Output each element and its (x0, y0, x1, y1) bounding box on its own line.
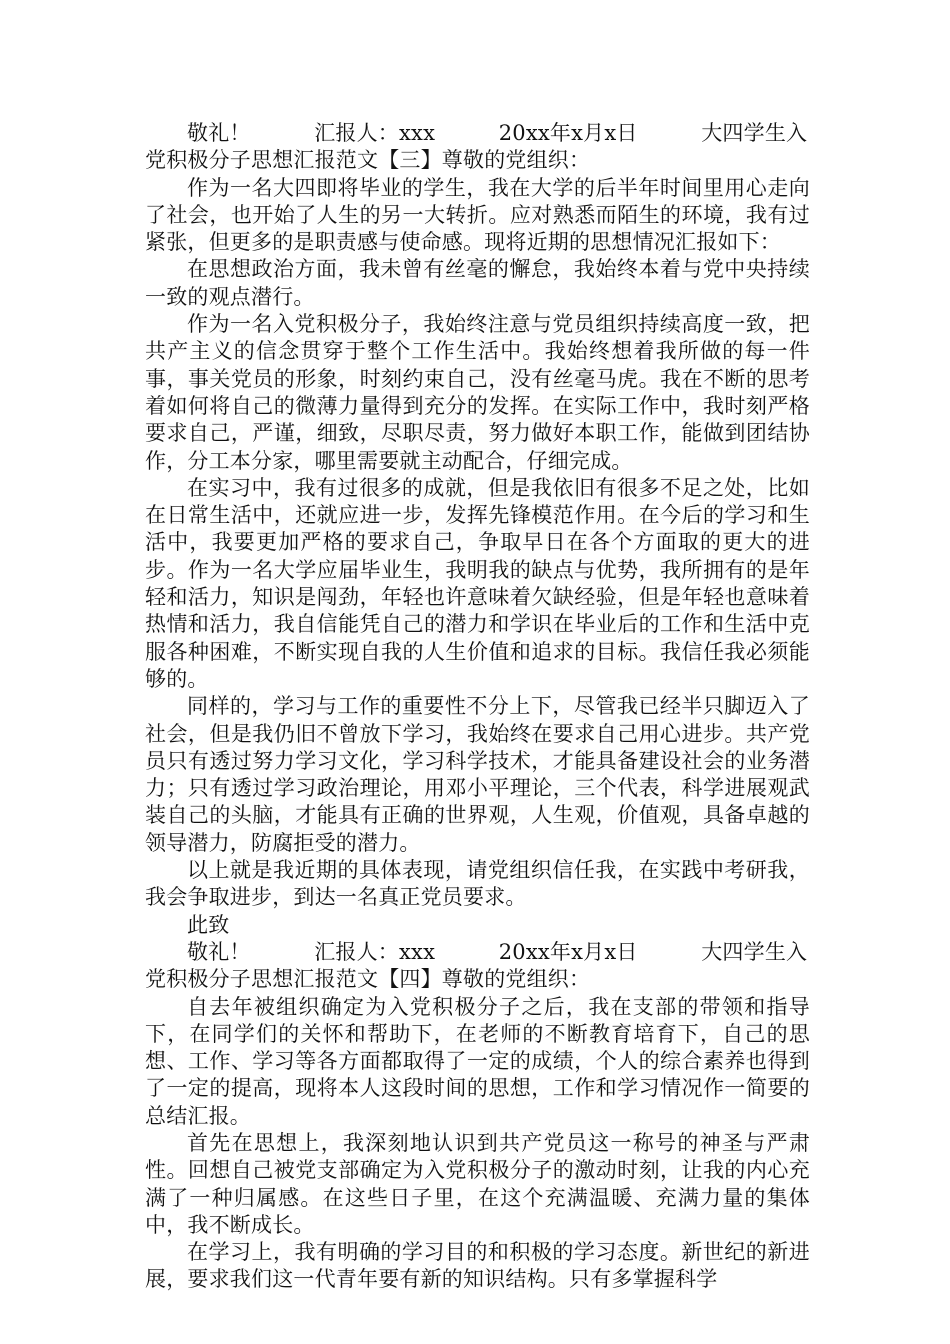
closing-and-heading-4: 敬礼！ 汇报人：xxx 20xx年x月x日 大四学生入党积极分子思想汇报范文【四】尊敬的党组织： (145, 939, 808, 992)
paragraph: 作为一名入党积极分子，我始终注意与党员组织持续高度一致，把共产主义的信念贯穿于整个工作生活中。我始终想着我所做的每一件事，事关党员的形象，时刻约束自己，没有丝毫马虎。我在不断的思考着如何将自己的微薄力量得到充分的发挥。在实际工作中，我时刻严格要求自己，严谨，细致，尽职尽责，努力做好本职工作，能做到团结协作，分工本分家，哪里需要就主动配合，仔细完成。 (145, 312, 810, 473)
closing-and-heading-3: 敬礼！ 汇报人：xxx 20xx年x月x日 大四学生入党积极分子思想汇报范文【三】尊敬的党组织： (145, 121, 808, 173)
paragraph: 以上就是我近期的具体表现，请党组织信任我，在实践中考研我，我会争取进步，到达一名真正党员要求。 (145, 858, 810, 910)
document-body (145, 120, 810, 1294)
paragraph: 在学习上，我有明确的学习目的和积极的学习态度。新世纪的新进展，要求我们这一代青年要有新的知识结构。只有多掌握科学 (145, 1240, 810, 1292)
salutation-line: 此致 (187, 912, 230, 937)
paragraph: 在实习中，我有过很多的成就，但是我依旧有很多不足之处，比如在日常生活中，还就应进一步，发挥先锋模范作用。在今后的学习和生活中，我要更加严格的要求自己，争取早日在各个方面取的更大的进步。作为一名大学应届毕业生，我明我的缺点与优势，我所拥有的是年轻和活力，知识是闯劲，年轻也许意味着欠缺经验，但是年轻也意味着热情和活力，我自信能凭自己的潜力和学识在毕业后的工作和生活中克服各种困难，不断实现自我的人生价值和追求的目标。我信任我必须能够的。 (145, 475, 810, 691)
paragraph: 自去年被组织确定为入党积极分子之后，我在支部的带领和指导下，在同学们的关怀和帮助下，在老师的不断教育培育下，自己的思想、工作、学习等各方面都取得了一定的成绩，个人的综合素养也得到了一定的提高，现将本人这段时间的思想，工作和学习情况作一简要的总结汇报。 (145, 994, 810, 1128)
paragraph: 首先在思想上，我深刻地认识到共产党员这一称号的神圣与严肃性。回想自己被党支部确定为入党积极分子的激动时刻，让我的内心充满了一种归属感。在这些日子里，在这个充满温暖、充满力量的集体中，我不断成长。 (145, 1130, 810, 1237)
paragraph: 在思想政治方面，我未曾有丝毫的懈怠，我始终本着与党中央持续一致的观点潜行。 (145, 257, 810, 309)
paragraph: 作为一名大四即将毕业的学生，我在大学的后半年时间里用心走向了社会，也开始了人生的另一大转折。应对熟悉而陌生的环境，我有过紧张，但更多的是职责感与使命感。现将近期的思想情况汇报如下： (145, 175, 810, 255)
paragraph: 同样的，学习与工作的重要性不分上下，尽管我已经半只脚迈入了社会，但是我仍旧不曾放下学习，我始终在要求自己用心进步。共产党员只有透过努力学习文化，学习科学技术，才能具备建设社会的业务潜力；只有透过学习政治理论，用邓小平理论，三个代表，科学进展观武装自己的头脑，才能具有正确的世界观，人生观，价值观，具备卓越的领导潜力，防腐拒受的潜力。 (145, 694, 810, 855)
